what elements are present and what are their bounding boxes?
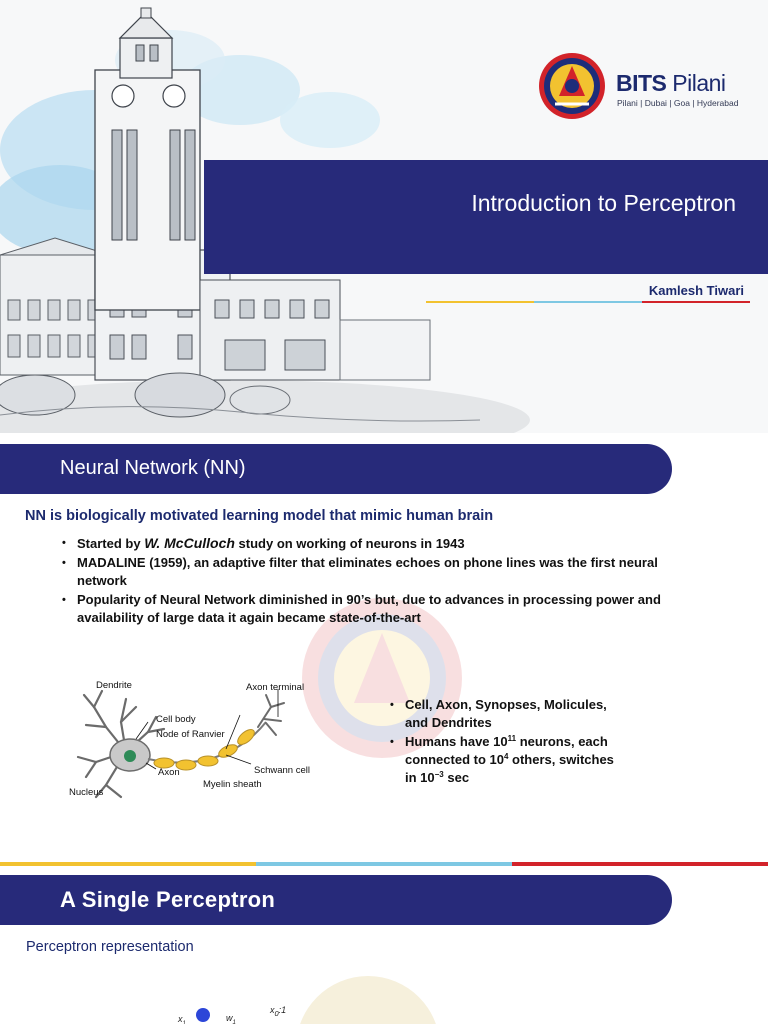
label-cell-body: Cell body xyxy=(156,714,196,725)
author-name: Kamlesh Tiwari xyxy=(648,283,744,298)
bits-pilani-logo xyxy=(537,46,747,126)
title-slide xyxy=(0,0,768,433)
nn-history-list xyxy=(59,534,699,628)
label-schwann-cell: Schwann cell xyxy=(254,765,310,776)
label-axon: Axon xyxy=(158,767,180,778)
neuron-diagram xyxy=(66,677,346,803)
slide-subheading: Perceptron representation xyxy=(26,939,194,955)
list-item: • Humans have $10^{11}$ neurons, each connected to $10^4$ others, switches in $10^{-3}$ sec xyxy=(388,733,628,787)
input-label-x1: $x_1$ xyxy=(178,1014,186,1024)
bits-pilani-wordmark: BITS Pilani xyxy=(616,70,726,96)
label-node-of-ranvier: Node of Ranvier xyxy=(156,729,225,740)
bits-seal-icon xyxy=(537,46,607,126)
weight-label-w1: $w_1$ xyxy=(226,1013,236,1024)
section-band xyxy=(0,875,672,925)
list-item: • Started by W. McCulloch study on working of neurons in 1943 xyxy=(59,534,699,553)
brain-facts-list xyxy=(388,696,628,788)
slide-title: Introduction to Perceptron xyxy=(471,190,736,216)
summation-circle xyxy=(296,976,440,1024)
slide-heading: Neural Network (NN) xyxy=(60,457,246,479)
slide-heading: A Single Perceptron xyxy=(60,887,276,912)
slide-subheading: NN is biologically motivated learning model that mimic human brain xyxy=(25,508,494,524)
campus-list: Pilani | Dubai | Goa | Hyderabad xyxy=(617,98,739,108)
list-item: • Cell, Axon, Synopses, Molicules, and Dendrites xyxy=(388,696,628,732)
label-myelin-sheath: Myelin sheath xyxy=(203,779,262,790)
list-item: • Popularity of Neural Network diminished in 90’s but, due to advances in processing power and availability of large data it again became state-of-the-art xyxy=(59,591,699,627)
list-item: • MADALINE (1959), an adaptive filter that eliminates echoes on phone lines was the first neural network xyxy=(59,554,699,590)
input-node xyxy=(196,1008,210,1022)
label-dendrite: Dendrite xyxy=(96,680,132,691)
single-perceptron-slide xyxy=(0,866,768,1024)
title-band xyxy=(204,160,768,274)
author-rule xyxy=(426,301,750,303)
label-axon-terminal: Axon terminal xyxy=(246,682,305,693)
neural-network-slide xyxy=(0,438,768,865)
bias-label-x0: $x_0:1$ xyxy=(270,1005,287,1018)
label-nucleus: Nucleus xyxy=(69,787,104,798)
section-band xyxy=(0,444,672,494)
